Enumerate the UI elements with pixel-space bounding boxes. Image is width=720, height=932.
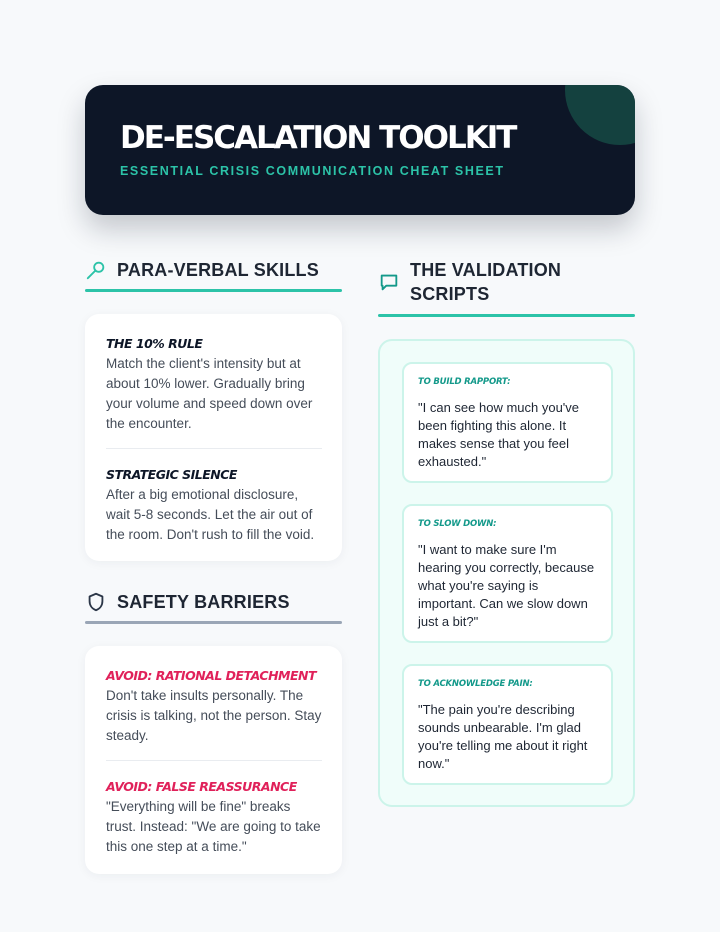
validation-section-header bbox=[378, 258, 561, 306]
divider bbox=[106, 760, 322, 761]
decorative-circle bbox=[565, 85, 635, 145]
item-body: After a big emotional disclosure, wait 5-8 seconds. Let the air out of the room. Don't rush to fill the void. bbox=[106, 487, 315, 542]
safety-section-header bbox=[85, 590, 290, 614]
list-item bbox=[106, 668, 322, 746]
divider bbox=[106, 448, 322, 449]
item-body: Don't take insults personally. The crisis is talking, not the person. Stay steady. bbox=[106, 688, 322, 743]
item-title: STRATEGIC SILENCE bbox=[106, 467, 237, 482]
chat-bubble-icon bbox=[378, 271, 400, 293]
item-title: AVOID: FALSE REASSURANCE bbox=[106, 779, 297, 794]
script-label: TO SLOW DOWN: bbox=[418, 519, 497, 529]
safety-heading: SAFETY BARRIERS bbox=[117, 592, 290, 612]
list-item bbox=[106, 467, 322, 545]
validation-scripts-panel bbox=[378, 339, 635, 807]
script-quote: "I want to make sure I'm hearing you correctly, because what you're saying is important. Can we slow down just a bit?" bbox=[418, 542, 595, 629]
safety-card bbox=[85, 646, 342, 874]
validation-rule bbox=[378, 314, 635, 317]
validation-heading-line1: THE VALIDATION bbox=[410, 260, 562, 280]
item-body: Match the client's intensity but at about 10% lower. Gradually bring your volume and speed down over the encounter. bbox=[106, 356, 313, 431]
item-body: "Everything will be fine" breaks trust. Instead: "We are going to take this one step at a time." bbox=[106, 799, 321, 854]
page-title: DE-ESCALATION TOOLKIT bbox=[120, 120, 516, 156]
microphone-icon bbox=[85, 259, 107, 281]
script-card bbox=[402, 504, 613, 643]
paraverbal-heading: PARA-VERBAL SKILLS bbox=[117, 260, 319, 280]
paraverbal-rule bbox=[85, 289, 342, 292]
validation-heading-line2: SCRIPTS bbox=[410, 284, 490, 304]
item-title: AVOID: RATIONAL DETACHMENT bbox=[106, 668, 317, 683]
list-item bbox=[106, 336, 322, 434]
script-quote: "I can see how much you've been fighting this alone. It makes sense that you feel exhausted." bbox=[418, 400, 580, 469]
script-label: TO ACKNOWLEDGE PAIN: bbox=[418, 679, 533, 689]
item-title: THE 10% RULE bbox=[106, 336, 203, 351]
page-subtitle: ESSENTIAL CRISIS COMMUNICATION CHEAT SHEET bbox=[120, 164, 505, 178]
list-item bbox=[106, 779, 322, 857]
header-banner bbox=[85, 85, 635, 215]
script-card bbox=[402, 664, 613, 785]
script-quote: "The pain you're describing sounds unbearable. I'm glad you're telling me about it right now." bbox=[418, 702, 588, 771]
script-card bbox=[402, 362, 613, 483]
safety-rule bbox=[85, 621, 342, 624]
paraverbal-section-header bbox=[85, 258, 319, 282]
paraverbal-card bbox=[85, 314, 342, 561]
validation-heading bbox=[410, 258, 561, 306]
script-label: TO BUILD RAPPORT: bbox=[418, 377, 511, 387]
shield-icon bbox=[85, 591, 107, 613]
